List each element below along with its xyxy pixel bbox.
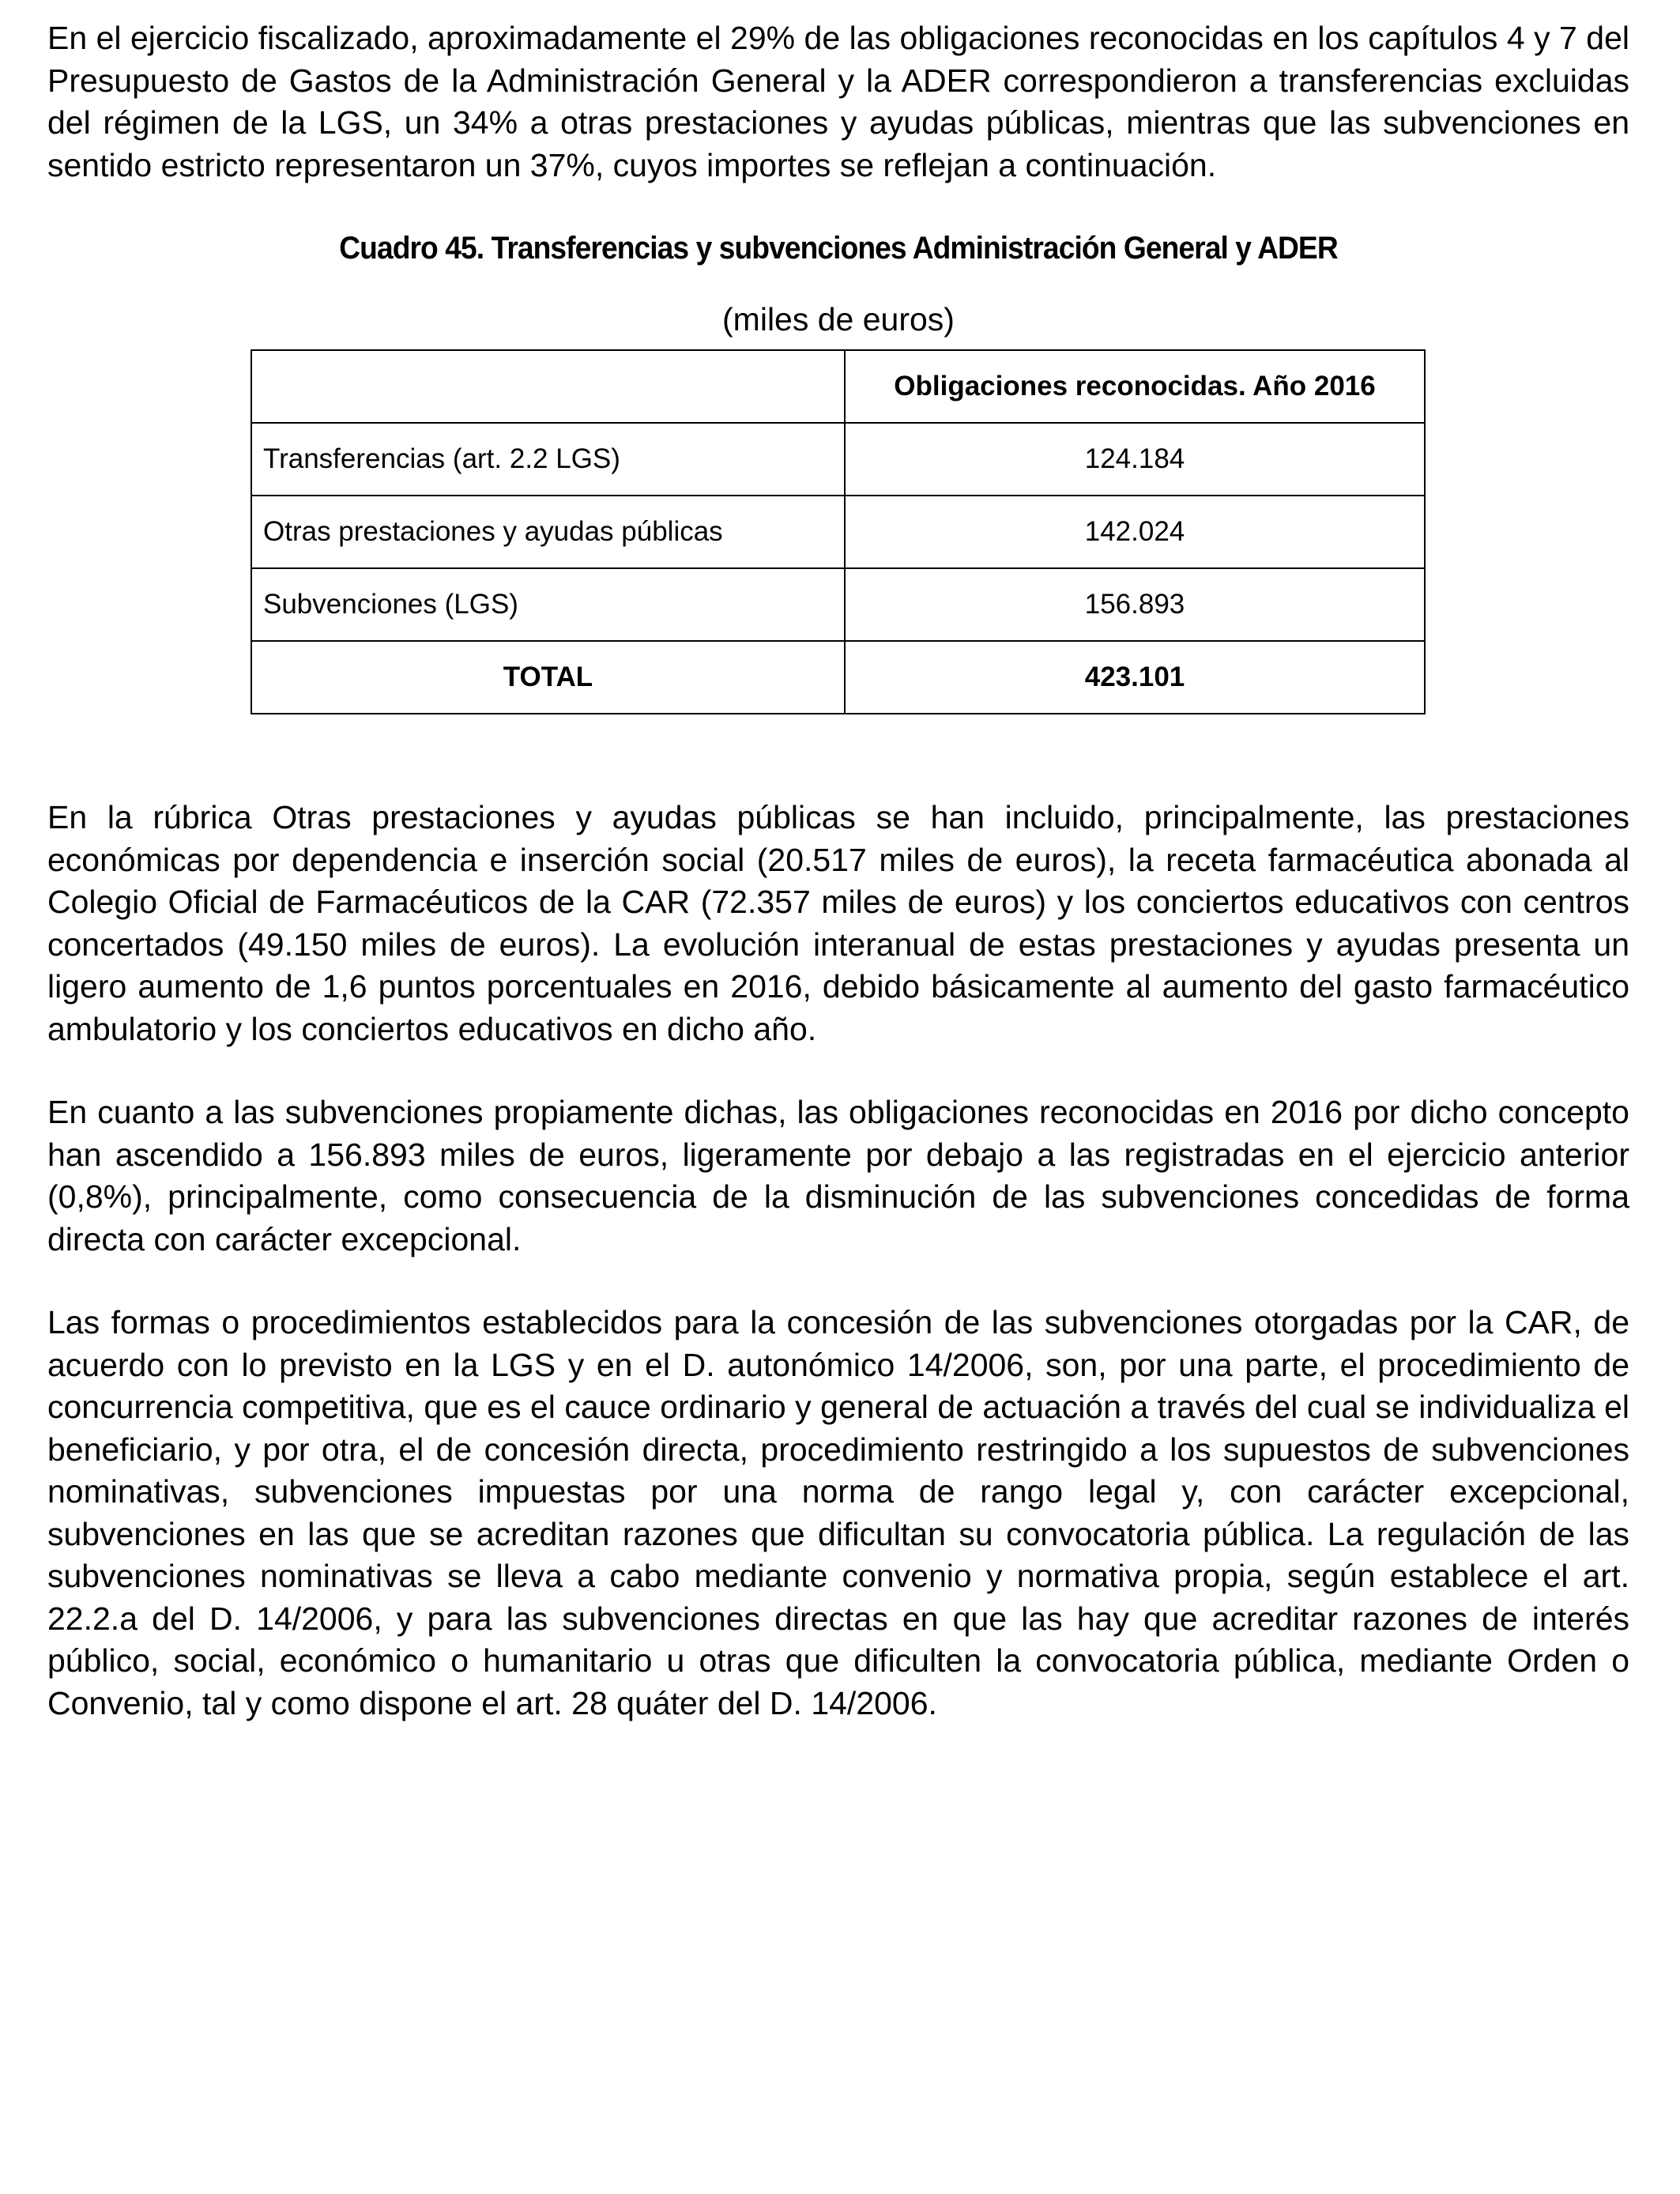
document-page bbox=[47, 17, 1629, 1725]
row-value-otras-prestaciones: 142.024 bbox=[845, 496, 1425, 568]
paragraph-procedimientos: Las formas o procedimientos establecidos para la concesión de las subvenciones otorgadas por la CAR, de acuerdo con lo previsto en la LGS y en el D. autonómico 14/2006, son, por una parte, el procedimiento de concurrencia competitiva, que es el cauce ordinario y general de actuación a través del cual se individualiza el beneficiario, y por otra, el de concesión directa, procedimiento restringido a los supuestos de subvenciones nominativas, subvenciones impuestas por una norma de rango legal y, con carácter excepcional, subvenciones en las que se acreditan razones que dificultan su convocatoria pública. La regulación de las subvenciones nominativas se lleva a cabo mediante convenio y normativa propia, según establece el art. 22.2.a del D. 14/2006, y para las subvenciones directas en que las hay que acreditar razones de interés público, social, económico o humanitario u otras que dificulten la convocatoria pública, mediante Orden o Convenio, tal y como dispone el art. 28 quáter del D. 14/2006. bbox=[47, 1304, 1629, 1721]
paragraph-subvenciones: En cuanto a las subvenciones propiamente dichas, las obligaciones reconocidas en 2016 por dicho concepto han ascendido a 156.893 miles de euros, ligeramente por debajo a las registradas en el ejercicio anterior (0,8%), principalmente, como consecuencia de la disminución de las subvenciones concedidas de forma directa con carácter excepcional. bbox=[47, 1094, 1629, 1257]
table-header-value: Obligaciones reconocidas. Año 2016 bbox=[845, 350, 1425, 423]
paragraph-intro: En el ejercicio fiscalizado, aproximadamente el 29% de las obligaciones reconocidas en los capítulos 4 y 7 del Presupuesto de Gastos de la Administración General y la ADER correspondieron a transferencias excluidas del régimen de la LGS, un 34% a otras prestaciones y ayudas públicas, mientras que las subvenciones en sentido estricto representaron un 37%, cuyos importes se reflejan a continuación. bbox=[47, 20, 1629, 183]
table-units: (miles de euros) bbox=[722, 301, 955, 337]
row-value-transferencias: 124.184 bbox=[845, 423, 1425, 496]
table-row bbox=[251, 423, 1425, 496]
table-total-row bbox=[251, 641, 1425, 714]
total-label: TOTAL bbox=[251, 641, 845, 714]
row-label-otras-prestaciones: Otras prestaciones y ayudas públicas bbox=[251, 496, 845, 568]
total-value: 423.101 bbox=[845, 641, 1425, 714]
table-header-row bbox=[251, 350, 1425, 423]
paragraph-otras-prestaciones: En la rúbrica Otras prestaciones y ayudas públicas se han incluido, principalmente, las prestaciones económicas por dependencia e inserción social (20.517 miles de euros), la receta farmacéutica abonada al Colegio Oficial de Farmacéuticos de la CAR (72.357 miles de euros) y los conciertos educativos con centros concertados (49.150 miles de euros). La evolución interanual de estas prestaciones y ayudas presenta un ligero aumento de 1,6 puntos porcentuales en 2016, debido básicamente al aumento del gasto farmacéutico ambulatorio y los conciertos educativos en dicho año. bbox=[47, 799, 1629, 1047]
table-row bbox=[251, 496, 1425, 568]
table-header-blank-cell bbox=[251, 350, 845, 423]
obligations-table bbox=[250, 349, 1426, 714]
row-label-transferencias: Transferencias (art. 2.2 LGS) bbox=[251, 423, 845, 496]
row-label-subvenciones: Subvenciones (LGS) bbox=[251, 568, 845, 641]
table-caption: Cuadro 45. Transferencias y subvenciones Administración General y ADER bbox=[339, 231, 1338, 266]
table-row bbox=[251, 568, 1425, 641]
row-value-subvenciones: 156.893 bbox=[845, 568, 1425, 641]
